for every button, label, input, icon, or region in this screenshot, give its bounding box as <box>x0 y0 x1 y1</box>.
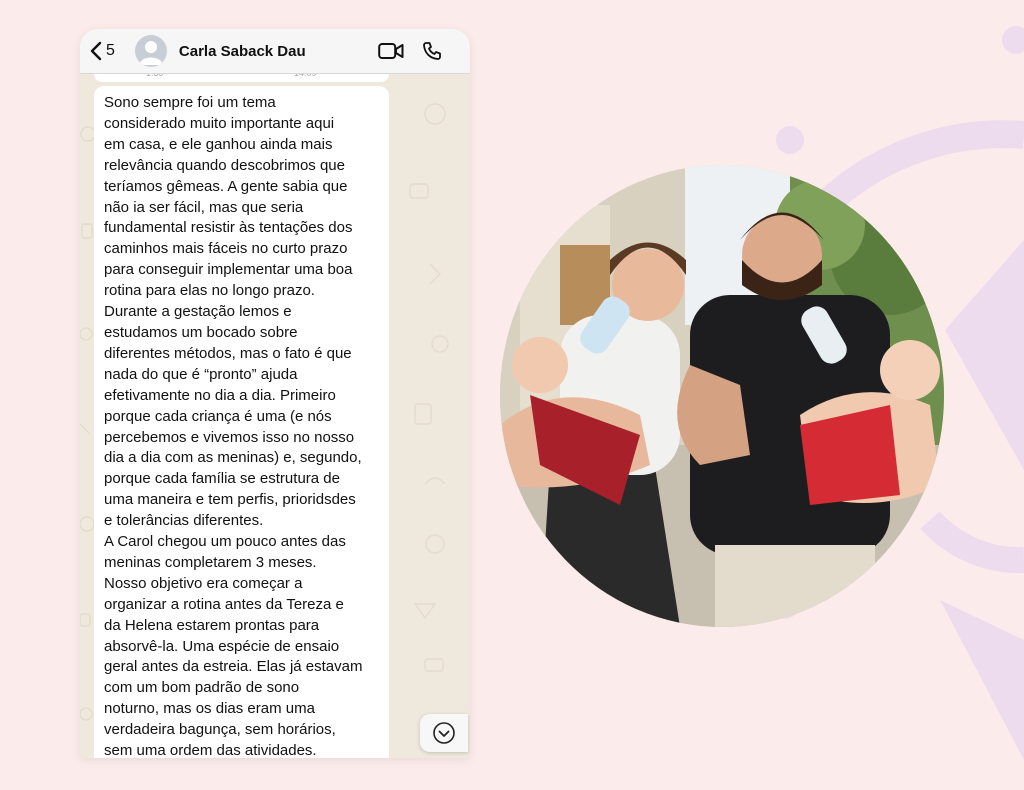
message-line: da Helena estarem prontas para <box>104 616 320 634</box>
family-photo <box>500 165 944 627</box>
message-line: Durante a gestação lemos e <box>104 303 292 321</box>
phone-icon[interactable] <box>422 41 442 61</box>
back-button[interactable] <box>90 41 115 61</box>
chat-screenshot <box>80 29 470 758</box>
chat-area[interactable] <box>80 74 470 758</box>
message-line: meninas completarem 3 meses. <box>104 553 317 571</box>
message-text <box>104 93 379 758</box>
chevron-left-icon <box>90 41 102 61</box>
message-line: porque cada criança é uma (e nós <box>104 407 332 425</box>
message-line: em casa, e ele ganhou ainda mais <box>104 135 333 153</box>
message-line: absorvê-la. Uma espécie de ensaio <box>104 637 340 655</box>
video-camera-icon[interactable] <box>378 42 404 60</box>
message-line: Sono sempre foi um tema <box>104 94 276 111</box>
message-line: considerado muito importante aqui <box>104 114 335 132</box>
message-line: sem uma ordem das atividades. <box>104 742 317 758</box>
message-line: nada do que é “pronto” ajuda <box>104 365 298 383</box>
message-line: organizar a rotina antes da Tereza e <box>104 595 344 613</box>
message-line: caminhos mais fáceis no curto prazo <box>104 240 348 258</box>
message-line: relevância quando descobrimos que <box>104 156 345 174</box>
message-line: percebemos e vivemos isso no nosso <box>104 428 355 446</box>
message-line: efetivamente no dia a dia. Primeiro <box>104 386 336 404</box>
message-line: uma maneira e tem perfis, prioridsdes <box>104 491 356 509</box>
message-line: não ia ser fácil, mas que seria <box>104 198 304 216</box>
message-line: com um bom padrão de sono <box>104 679 300 697</box>
message-line: e tolerâncias diferentes. <box>104 512 264 530</box>
message-line: geral antes da estreia. Elas já estavam <box>104 658 363 676</box>
message-line: A Carol chegou um pouco antes das <box>104 533 346 551</box>
message-line: estudamos um bocado sobre <box>104 323 298 341</box>
contact-name[interactable]: Carla Saback Dau <box>178 42 306 60</box>
message-line: porque cada família se estrutura de <box>104 470 340 488</box>
chevron-down-icon <box>432 721 456 745</box>
avatar[interactable] <box>135 35 167 67</box>
message-line: dia a dia com as meninas) e, segundo, <box>104 449 362 467</box>
person-icon <box>135 35 167 67</box>
message-bubble[interactable] <box>94 86 389 758</box>
message-line: noturno, mas os dias eram uma <box>104 700 315 718</box>
message-line: fundamental resistir às tentações dos <box>104 219 353 237</box>
message-line: para conseguir implementar uma boa <box>104 261 353 279</box>
message-line: Nosso objetivo era começar a <box>104 574 303 592</box>
chat-header <box>80 29 470 74</box>
message-line: teríamos gêmeas. A gente sabia que <box>104 177 348 195</box>
scroll-to-bottom-button[interactable] <box>420 714 468 752</box>
unread-count: 5 <box>106 42 115 59</box>
message-line: diferentes métodos, mas o fato é que <box>104 344 352 362</box>
message-line: rotina para elas no longo prazo. <box>104 282 315 300</box>
message-line: verdadeira bagunça, sem horários, <box>104 721 336 739</box>
